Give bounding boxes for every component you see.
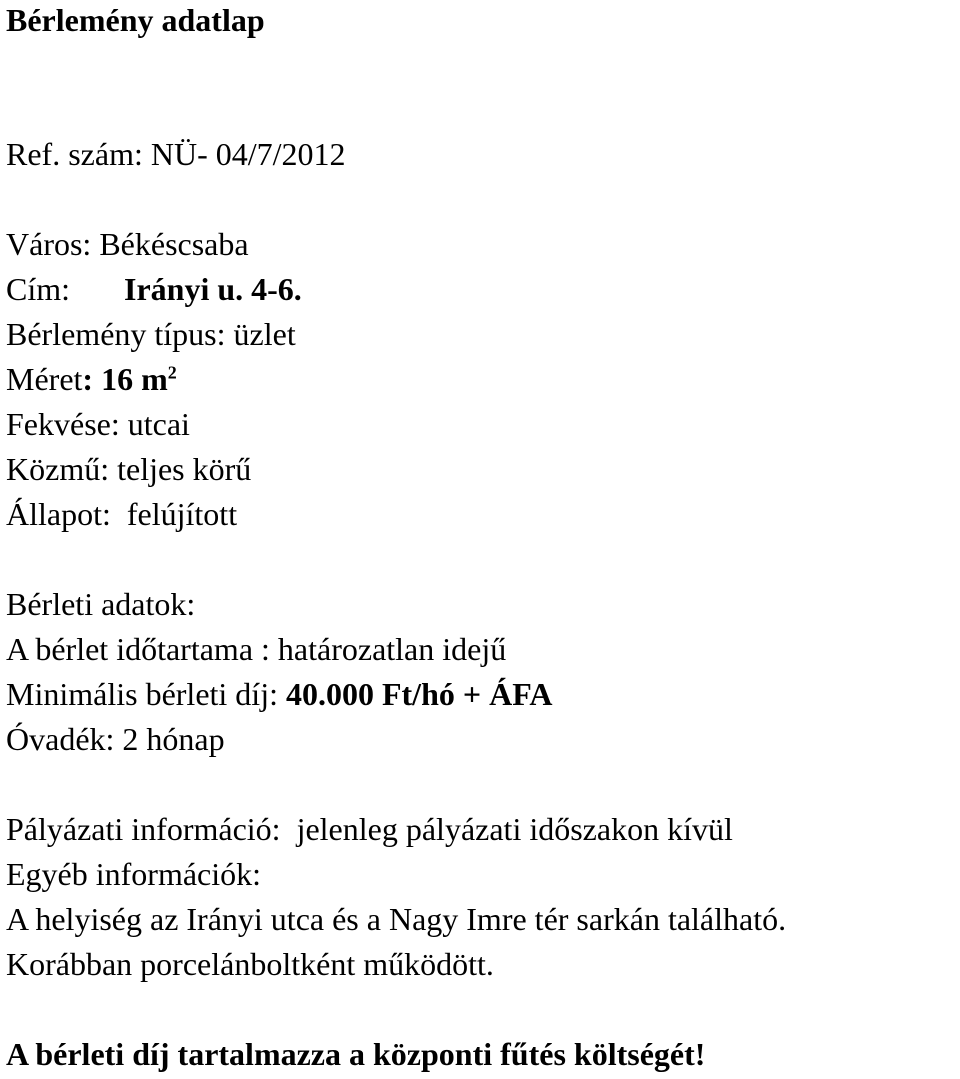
location-label: Fekvése: (6, 406, 120, 442)
size-exponent: 2 (167, 362, 177, 383)
tender-label: Pályázati információ: (6, 811, 281, 847)
rental-heading: Bérleti adatok: (6, 586, 196, 622)
other-info-line-2: Korábban porcelánboltként működött. (6, 946, 494, 982)
address-label: Cím: (6, 271, 71, 307)
other-info-line-1: A helyiség az Irányi utca és a Nagy Imre tér sarkán található. (6, 901, 787, 937)
location-value: utcai (127, 406, 190, 442)
rental-duration: A bérlet időtartama : határozatlan idejű (6, 631, 507, 667)
type-value: üzlet (233, 316, 296, 352)
city-value: Békéscsaba (99, 226, 249, 262)
size-label: Méret (6, 361, 83, 397)
utility-label: Közmű: (6, 451, 110, 487)
condition-label: Állapot: (6, 496, 111, 532)
document-title: Bérlemény adatlap (6, 2, 265, 38)
reference-number: Ref. szám: NÜ- 04/7/2012 (6, 136, 346, 172)
utility-value: teljes körű (117, 451, 252, 487)
condition-row (6, 494, 237, 534)
city-label: Város: (6, 226, 92, 262)
size-value: 16 m (101, 361, 168, 397)
min-rent-value: 40.000 Ft/hó + ÁFA (285, 676, 553, 712)
other-info-heading: Egyéb információk: (6, 856, 262, 892)
type-row (6, 314, 296, 354)
location-row (6, 404, 190, 444)
size-row (6, 359, 177, 399)
min-rent-label: Minimális bérleti díj: (6, 676, 278, 712)
city-row (6, 224, 249, 264)
utility-row (6, 449, 251, 489)
tender-row (6, 809, 733, 849)
tender-value: jelenleg pályázati időszakon kívül (296, 811, 733, 847)
size-colon: : (82, 361, 94, 397)
type-label: Bérlemény típus: (6, 316, 226, 352)
min-rent-row (6, 674, 552, 714)
address-value: Irányi u. 4-6. (124, 271, 302, 307)
condition-value: felújított (126, 496, 238, 532)
deposit: Óvadék: 2 hónap (6, 721, 225, 757)
address-row (6, 269, 302, 309)
heating-note: A bérleti díj tartalmazza a központi fűtés költségét! (6, 1036, 706, 1072)
